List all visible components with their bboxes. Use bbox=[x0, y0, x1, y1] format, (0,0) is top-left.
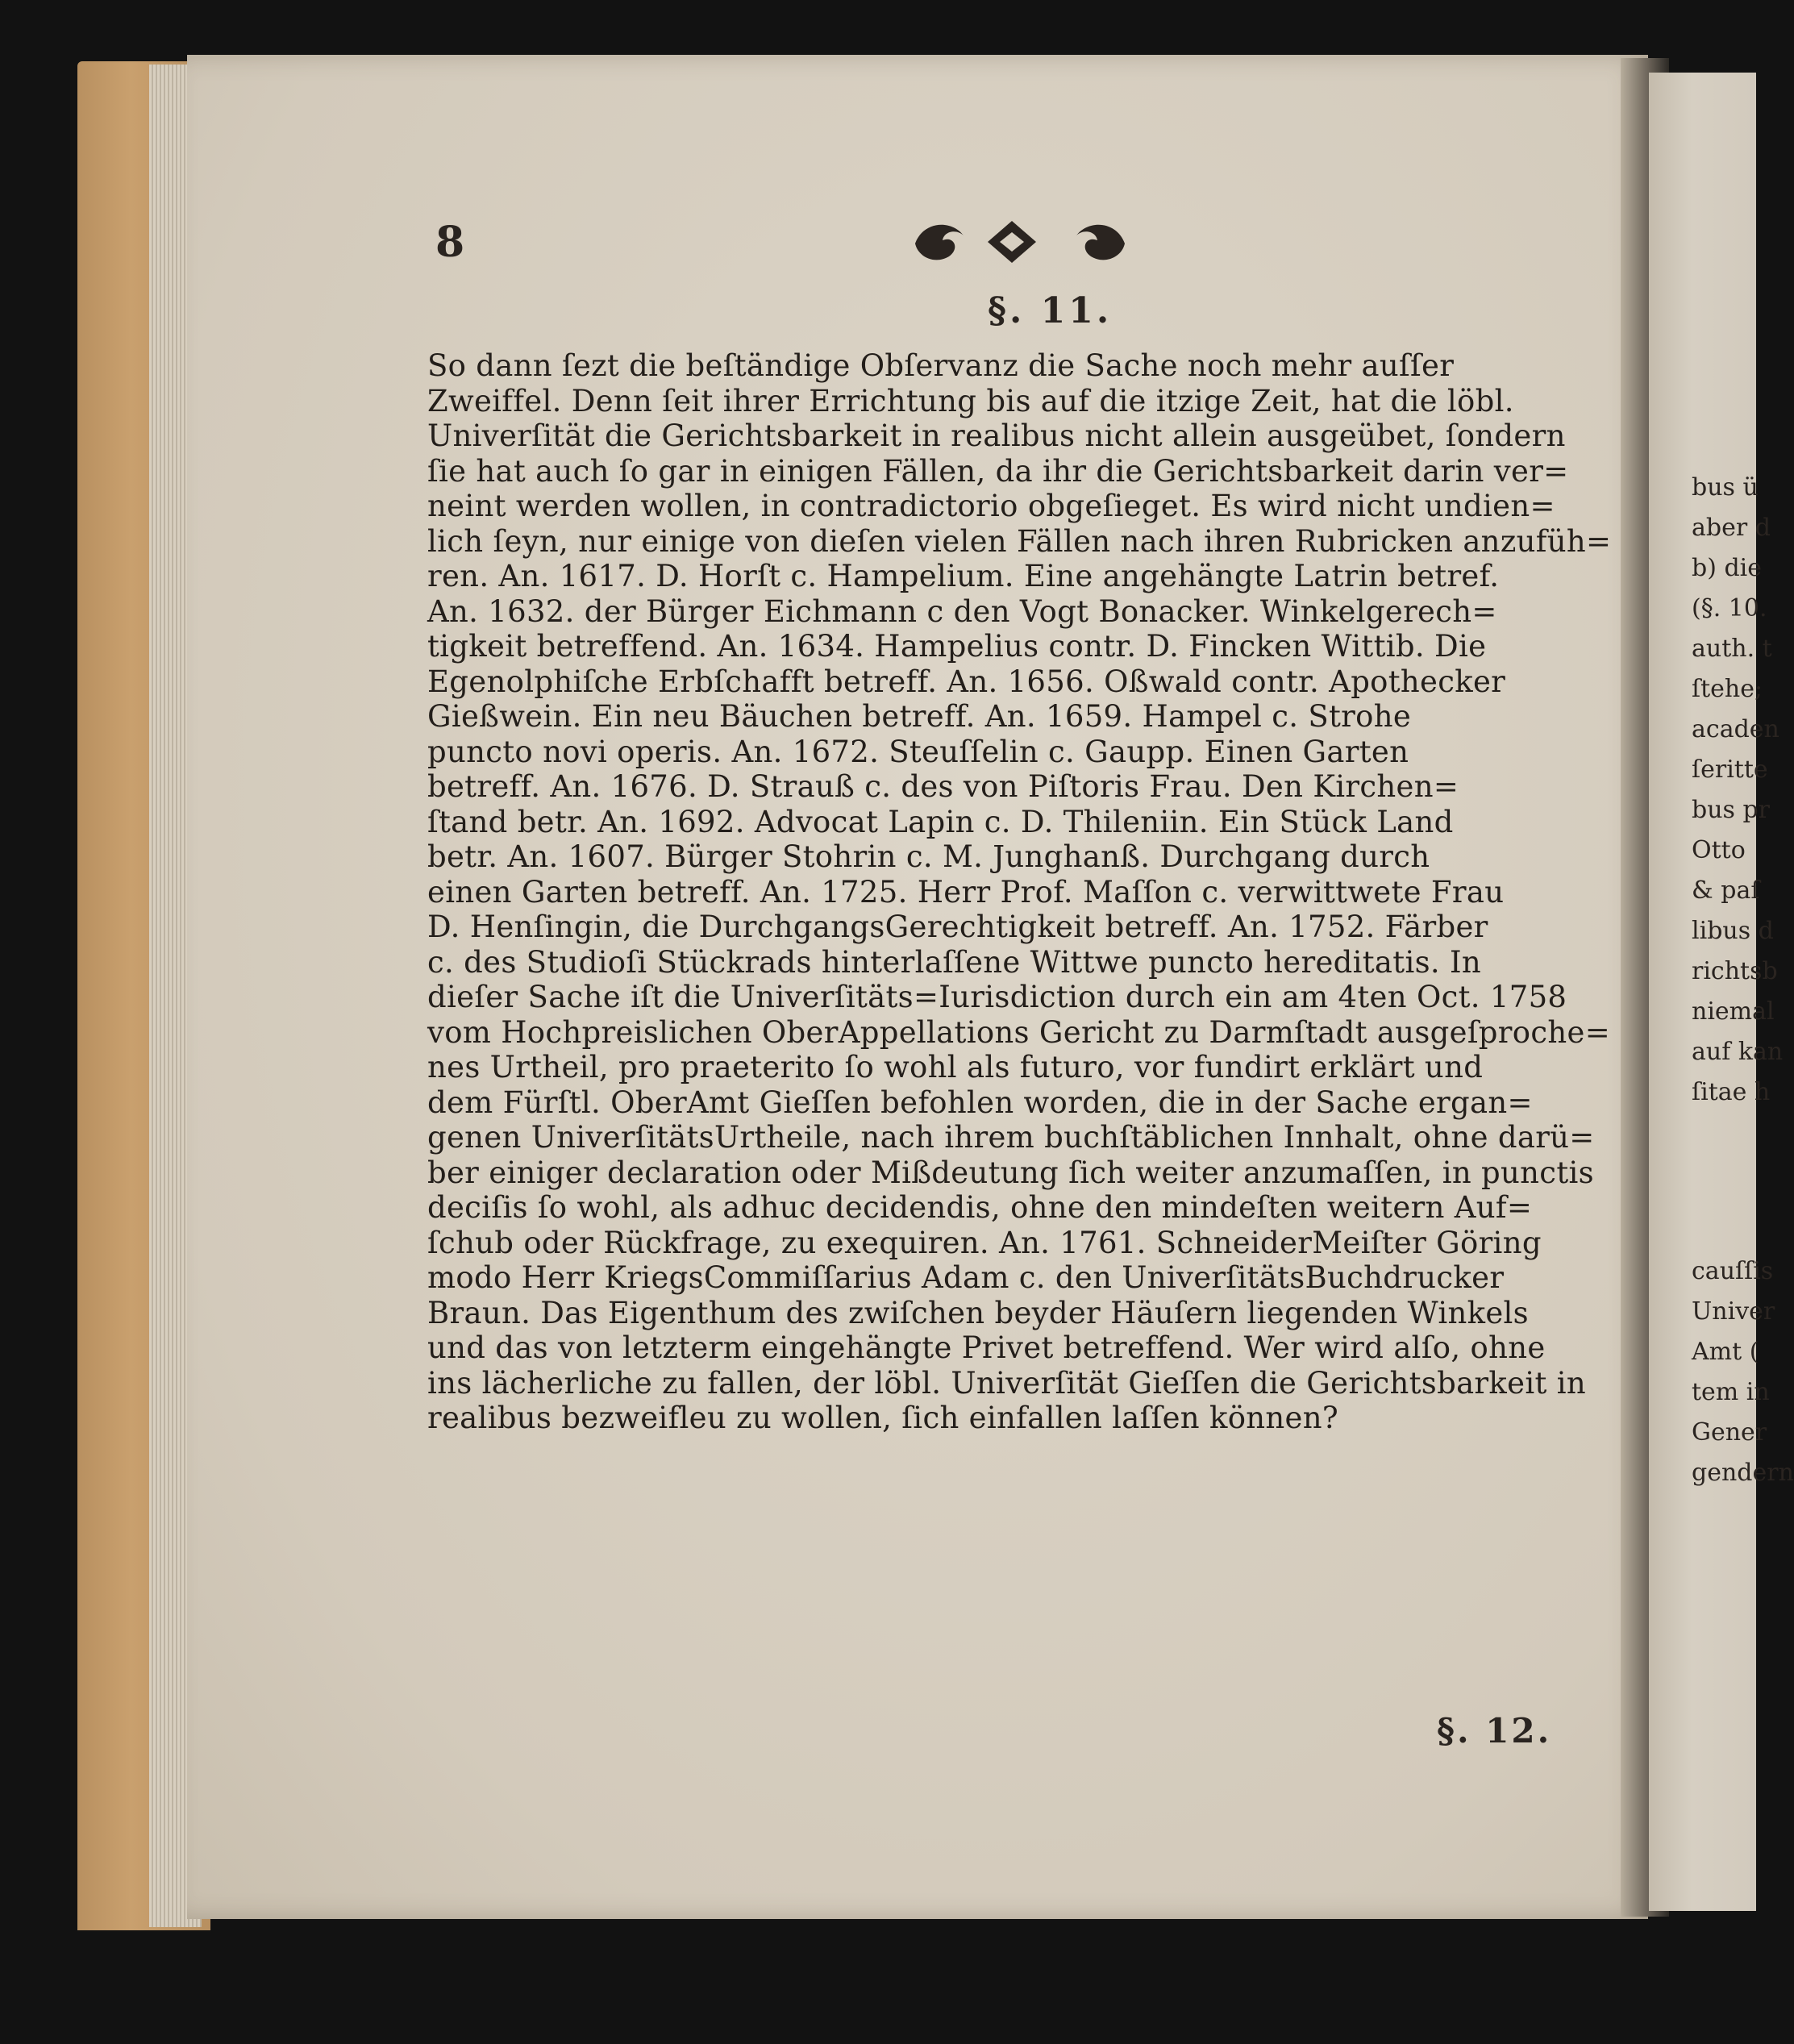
margin-fragment: libus d bbox=[1692, 917, 1774, 945]
text-line: puncto novi operis. An. 1672. Steuſſelin c. Gaupp. Einen Garten bbox=[427, 734, 1409, 769]
text-line: deciſis ſo wohl, als adhuc decidendis, ohne den mindeſten weitern Auf= bbox=[427, 1190, 1533, 1225]
margin-fragment: Otto bbox=[1692, 836, 1746, 864]
text-line: einen Garten betreff. An. 1725. Herr Prof. Maſſon c. verwittwete Frau bbox=[427, 874, 1505, 910]
margin-fragment: ſtehe; bbox=[1692, 675, 1763, 703]
margin-fragment: b) die bbox=[1692, 554, 1762, 582]
margin-fragment: auf kan bbox=[1692, 1038, 1784, 1066]
margin-fragment: Univer bbox=[1692, 1297, 1775, 1326]
margin-fragment: ſeritte bbox=[1692, 756, 1768, 784]
text-line: ren. An. 1617. D. Horſt c. Hampelium. Eine angehängte Latrin betref. bbox=[427, 559, 1500, 593]
text-line: An. 1632. der Bürger Eichmann c den Vogt Bonacker. Winkelgerech= bbox=[427, 593, 1497, 629]
margin-fragment: ſitae h bbox=[1692, 1078, 1771, 1106]
text-line: ſchub oder Rückfrage, zu exequiren. An. 1761. SchneiderMeiſter Göring bbox=[427, 1225, 1542, 1260]
text-line: Univerſität die Gerichtsbarkeit in realibus nicht allein ausgeübet, ſondern bbox=[427, 418, 1566, 453]
text-line: c. des Studioſi Stückrads hinterlaſſene Wittwe puncto hereditatis. In bbox=[427, 944, 1482, 980]
margin-fragment: tem in bbox=[1692, 1378, 1770, 1406]
text-line: dem Fürſtl. OberAmt Gieſſen befohlen worden, die in der Sache ergan= bbox=[427, 1084, 1533, 1120]
text-line: ins lächerliche zu fallen, der löbl. Univerſität Gieſſen die Gerichtsbarkeit in bbox=[427, 1365, 1586, 1401]
margin-fragment: gendern bbox=[1692, 1459, 1794, 1487]
margin-fragment: acaden bbox=[1692, 715, 1779, 743]
facing-page-margin-lower bbox=[1692, 1251, 1794, 1493]
text-line: lich ſeyn, nur einige von dieſen vielen Fällen nach ihren Rubricken anzufüh= bbox=[427, 523, 1612, 559]
text-line: und das von letzterm eingehängte Privet betreffend. Wer wird alſo, ohne bbox=[427, 1330, 1546, 1365]
text-line: So dann ſezt die beſtändige Obſervanz die Sache noch mehr auſſer bbox=[427, 348, 1455, 383]
margin-fragment: auth. t bbox=[1692, 635, 1772, 663]
text-line: Braun. Das Eigenthum des zwiſchen beyder Häuſern liegenden Winkels bbox=[427, 1295, 1529, 1330]
text-line: genen UniverſitätsUrtheile, nach ihrem buchſtäblichen Innhalt, ohne darü= bbox=[427, 1120, 1595, 1155]
section-heading: §. 11. bbox=[988, 290, 1113, 331]
text-line: dieſer Sache iſt die Univerſitäts=Iurisdiction durch ein am 4ten Oct. 1758 bbox=[427, 980, 1567, 1014]
margin-fragment: Amt ( bbox=[1692, 1338, 1759, 1366]
text-line: Egenolphiſche Erbſchafft betreff. An. 1656. Oßwald contr. Apothecker bbox=[427, 664, 1506, 699]
margin-fragment: bus ü bbox=[1692, 473, 1759, 502]
body-text bbox=[427, 348, 1612, 1436]
text-line: vom Hochpreislichen OberAppellations Gericht zu Darmſtadt ausgeſproche= bbox=[427, 1014, 1611, 1050]
text-line: ſie hat auch ſo gar in einigen Fällen, da ihr die Gerichtsbarkeit darin ver= bbox=[427, 453, 1569, 489]
margin-fragment: bus pr bbox=[1692, 796, 1771, 824]
ornament-icon bbox=[907, 211, 1133, 268]
text-line: modo Herr KriegsCommiſſarius Adam c. den UniverſitätsBuchdrucker bbox=[427, 1260, 1505, 1295]
text-line: D. Henſingin, die DurchgangsGerechtigkeit betreff. An. 1752. Färber bbox=[427, 910, 1488, 944]
text-line: neint werden wollen, in contradictorio obgeſieget. Es wird nicht undien= bbox=[427, 489, 1555, 523]
facing-page-margin-upper bbox=[1692, 468, 1784, 1113]
text-line: ber einiger declaration oder Mißdeutung ſich weiter anzumaſſen, in punctis bbox=[427, 1155, 1594, 1190]
catchword: §. 12. bbox=[1437, 1711, 1552, 1751]
margin-fragment: & paſ bbox=[1692, 876, 1760, 905]
text-line: betreff. An. 1676. D. Strauß c. des von Piſtoris Frau. Den Kirchen= bbox=[427, 769, 1459, 804]
margin-fragment: Gener bbox=[1692, 1418, 1767, 1447]
margin-fragment: richtsb bbox=[1692, 957, 1778, 985]
text-line: realibus bezweifleu zu wollen, ſich einfallen laſſen können? bbox=[427, 1401, 1339, 1435]
text-line: nes Urtheil, pro praeterito ſo wohl als futuro, vor fundirt erklärt und bbox=[427, 1050, 1484, 1084]
text-line: ſtand betr. An. 1692. Advocat Lapin c. D. Thileniin. Ein Stück Land bbox=[427, 804, 1454, 839]
text-line: tigkeit betreffend. An. 1634. Hampelius contr. D. Fincken Wittib. Die bbox=[427, 629, 1487, 664]
text-line: betr. An. 1607. Bürger Stohrin c. M. Junghanß. Durchgang durch bbox=[427, 839, 1430, 874]
text-line: Zweiffel. Denn ſeit ihrer Errichtung bis auf die itzige Zeit, hat die löbl. bbox=[427, 383, 1514, 418]
margin-fragment: cauſſis bbox=[1692, 1257, 1774, 1285]
text-line: Gießwein. Ein neu Bäuchen betreff. An. 1659. Hampel c. Strohe bbox=[427, 699, 1412, 734]
margin-fragment: niemal bbox=[1692, 997, 1775, 1026]
page-number: 8 bbox=[435, 218, 465, 267]
margin-fragment: aber d bbox=[1692, 514, 1771, 542]
margin-fragment: (§. 10. bbox=[1692, 594, 1767, 622]
